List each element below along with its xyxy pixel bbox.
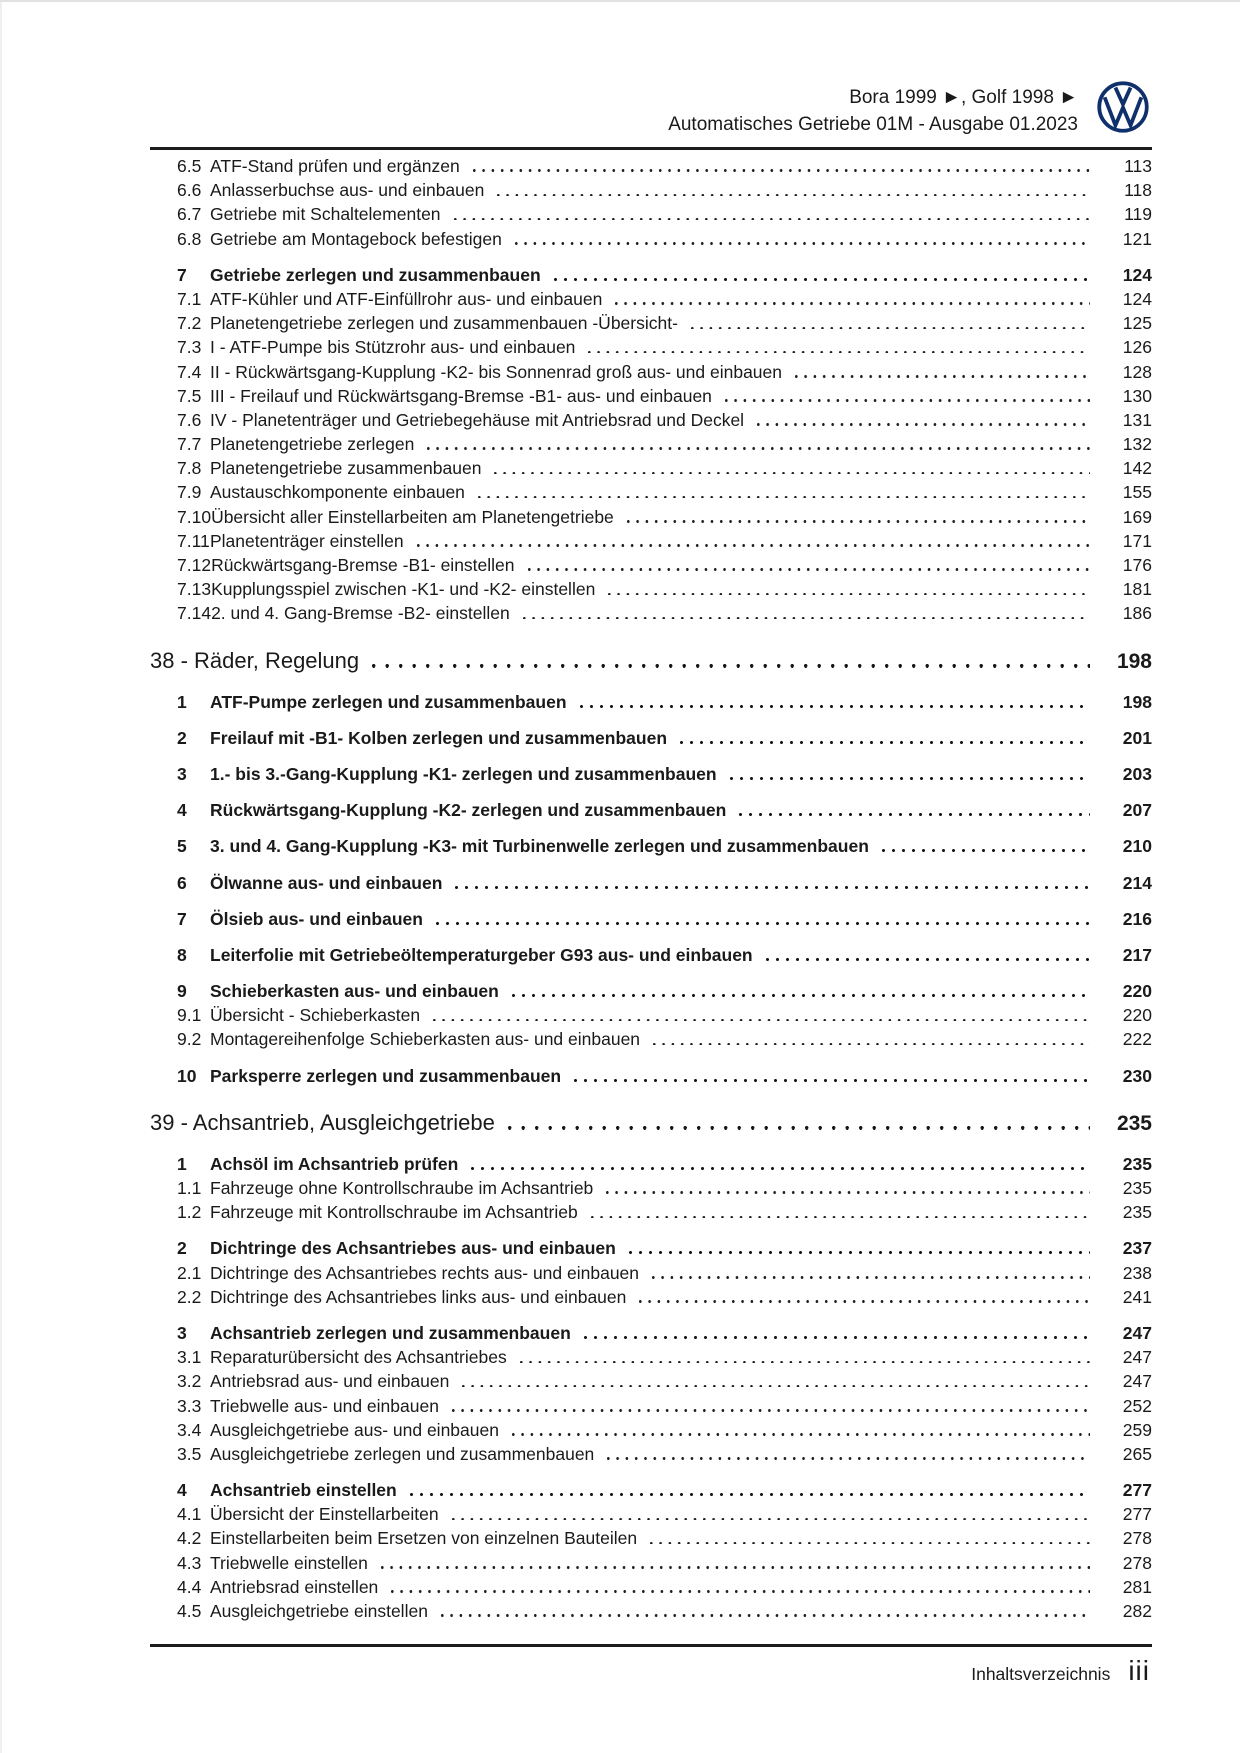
toc-entry-row <box>150 1347 1152 1371</box>
toc-page-number: 217 <box>1122 944 1152 965</box>
toc-page-number: 198 <box>1122 691 1152 712</box>
dot-leader <box>639 1300 1090 1303</box>
dot-leader <box>882 849 1090 852</box>
dot-leader <box>725 399 1090 402</box>
toc-entry-row <box>150 1396 1152 1420</box>
toc-page-number: 118 <box>1124 180 1152 201</box>
dot-leader <box>650 1542 1090 1545</box>
toc-entry-number: 9.1 <box>177 1005 202 1026</box>
toc-entry-row <box>150 1371 1152 1395</box>
toc-entry-number: 7 <box>177 264 187 285</box>
toc-page-number: 203 <box>1122 763 1152 784</box>
dot-leader <box>391 1590 1090 1593</box>
footer-section-label: Inhaltsverzeichnis <box>971 1664 1111 1684</box>
dot-leader <box>497 194 1090 197</box>
toc-entry-title: Übersicht - Schieberkasten <box>210 1005 421 1026</box>
toc-entry-row <box>150 1528 1152 1552</box>
dot-leader <box>766 958 1090 961</box>
toc-entry-number: 7.13 <box>177 579 212 600</box>
footer-divider <box>150 1644 1152 1647</box>
dot-leader <box>580 705 1090 708</box>
dot-leader <box>372 664 1090 667</box>
toc-page-number: 222 <box>1122 1029 1152 1050</box>
toc-entry-number: 7.2 <box>177 313 202 334</box>
toc-entry-number: 7.3 <box>177 337 202 358</box>
dot-leader <box>591 1216 1090 1219</box>
toc-entry-row <box>150 458 1152 482</box>
header-title-line: Automatisches Getriebe 01M - Ausgabe 01.2023 <box>668 114 1078 135</box>
toc-entry-row <box>150 981 1152 1005</box>
toc-page-number: 277 <box>1122 1480 1152 1501</box>
toc-entry-title: Ausgleichgetriebe einstellen <box>210 1601 428 1621</box>
toc-page-number: 130 <box>1122 385 1152 406</box>
toc-entry-row <box>150 180 1152 204</box>
toc-entry-number: 4 <box>177 800 187 821</box>
toc-page-number: 216 <box>1122 908 1152 929</box>
dot-leader <box>478 496 1090 499</box>
toc-entry-number: 4.2 <box>177 1528 202 1549</box>
toc-page-number: 247 <box>1122 1322 1152 1343</box>
toc-entry-number: 7.9 <box>177 482 202 503</box>
dot-leader <box>574 1079 1090 1082</box>
toc-entry-number: 2 <box>177 1238 187 1259</box>
toc-page-number: 237 <box>1122 1238 1152 1259</box>
toc-page-number: 220 <box>1122 981 1152 1002</box>
toc-page-number: 235 <box>1122 1178 1152 1198</box>
toc-page-number: 252 <box>1122 1395 1152 1416</box>
toc-entry-title: IV - Planetenträger und Getriebegehäuse mit Antriebsrad und Deckel <box>210 409 745 430</box>
toc-entry-title: 3. und 4. Gang-Kupplung -K3- mit Turbinenwelle zerlegen und zusammenbauen <box>210 836 869 857</box>
toc-entry-title: Triebwelle aus- und einbauen <box>210 1395 439 1416</box>
toc-entry-number: 7.10 <box>177 506 212 527</box>
toc-chapter-row <box>150 648 1152 680</box>
dot-leader <box>515 242 1090 245</box>
toc-entry-title: Planetengetriebe zusammenbauen <box>210 458 482 479</box>
toc-entry-row <box>150 1444 1152 1468</box>
toc-entry-number: 1.2 <box>177 1202 202 1223</box>
toc-chapter-label: 39 - Achsantrieb, Ausgleichgetriebe <box>150 1109 495 1135</box>
toc-entry-row <box>150 1154 1152 1178</box>
header-divider <box>150 147 1152 150</box>
toc-entry-row <box>150 1323 1152 1347</box>
toc-entry-row <box>150 909 1152 933</box>
toc-entry-title: Fahrzeuge mit Kontrollschraube im Achsantrieb <box>210 1202 578 1223</box>
toc-entry-number: 7.14 <box>177 603 212 624</box>
toc-entry-number: 7.11 <box>177 530 210 551</box>
toc-entry-number: 6 <box>177 872 187 893</box>
toc-page-number: 278 <box>1122 1552 1152 1573</box>
toc-chapter-label: 38 - Räder, Regelung <box>150 647 360 673</box>
dot-leader <box>417 544 1090 547</box>
toc-entry-title: Rückwärtsgang-Kupplung -K2- zerlegen und zusammenbauen <box>210 800 727 821</box>
dot-leader <box>410 1493 1090 1496</box>
dot-leader <box>512 1433 1090 1436</box>
toc-page-number: 124 <box>1122 264 1152 285</box>
toc-entry-title: Freilauf mit -B1- Kolben zerlegen und zusammenbauen <box>210 727 668 748</box>
dot-leader <box>606 1191 1090 1194</box>
toc-entry-row <box>150 337 1152 361</box>
toc-page-number: 247 <box>1122 1371 1152 1392</box>
dot-leader <box>452 1518 1090 1521</box>
toc-entry-title: Leiterfolie mit Getriebeöltemperaturgeber G93 aus- und einbauen <box>210 944 753 965</box>
vw-logo <box>1096 80 1150 134</box>
toc-entry-number: 6.6 <box>177 180 202 201</box>
dot-leader <box>452 1409 1090 1412</box>
toc-entry-title: Anlasserbuchse aus- und einbauen <box>210 180 485 201</box>
toc-entry-row <box>150 1480 1152 1504</box>
toc-entry-title: ATF-Stand prüfen und ergänzen <box>210 156 460 176</box>
toc-page-number: 132 <box>1122 434 1152 455</box>
toc-entry-title: Dichtringe des Achsantriebes aus- und einbauen <box>210 1238 616 1259</box>
toc-entry-number: 1.1 <box>177 1178 202 1198</box>
toc-entry-row <box>150 156 1152 180</box>
header-model-line: Bora 1999 ►, Golf 1998 ► <box>849 87 1078 108</box>
toc-entry-title: Dichtringe des Achsantriebes rechts aus- und einbauen <box>210 1262 640 1283</box>
toc-entry-number: 9.2 <box>177 1029 202 1050</box>
toc-page-number: 198 <box>1116 649 1152 673</box>
toc-page-number: 125 <box>1122 313 1152 334</box>
toc-page-number: 210 <box>1122 836 1152 857</box>
toc-entry-row <box>150 579 1152 603</box>
dot-leader <box>584 1336 1090 1339</box>
footer-page-number: iii <box>1128 1655 1150 1686</box>
toc-entry-title: Austauschkomponente einbauen <box>210 482 465 503</box>
toc-entry-title: II - Rückwärtsgang-Kupplung -K2- bis Sonnenrad groß aus- und einbauen <box>210 361 783 382</box>
toc-page-number: 220 <box>1122 1005 1152 1026</box>
dot-leader <box>627 520 1090 523</box>
toc-page-number: 259 <box>1122 1419 1152 1440</box>
toc-entry-title: Dichtringe des Achsantriebes links aus- und einbauen <box>210 1286 627 1307</box>
toc-entry-title: Antriebsrad einstellen <box>210 1576 379 1597</box>
toc-page-number: 155 <box>1122 482 1152 503</box>
toc-entry-number: 3 <box>177 1322 187 1343</box>
toc-entry-title: Triebwelle einstellen <box>210 1552 368 1573</box>
toc-entry-row <box>150 1238 1152 1262</box>
toc-entry-number: 3.4 <box>177 1419 202 1440</box>
page-footer <box>971 1655 1150 1687</box>
toc-entry-number: 2 <box>177 727 187 748</box>
toc-entry-title: Schieberkasten aus- und einbauen <box>210 981 499 1002</box>
toc-page-number: 169 <box>1122 506 1152 527</box>
toc-entry-number: 1 <box>177 691 187 712</box>
dot-leader <box>680 741 1090 744</box>
toc-entry-row <box>150 1420 1152 1444</box>
dot-leader <box>494 472 1090 475</box>
toc-page-number: 235 <box>1116 1111 1152 1135</box>
toc-page-number: 176 <box>1122 555 1152 575</box>
toc-entry-number: 10 <box>177 1065 197 1086</box>
toc-entry-number: 3.3 <box>177 1395 202 1416</box>
toc-entry-number: 7.1 <box>177 288 202 309</box>
toc-page-number: 214 <box>1122 872 1152 893</box>
toc-page-number: 282 <box>1122 1601 1152 1621</box>
dot-leader <box>473 169 1090 172</box>
dot-leader <box>454 218 1090 221</box>
toc-entry-row <box>150 800 1152 824</box>
toc-page-number: 186 <box>1122 603 1152 624</box>
toc-entry-title: Planetengetriebe zerlegen <box>210 434 415 455</box>
page-header <box>668 84 1078 138</box>
toc-page-number: 247 <box>1122 1347 1152 1368</box>
toc-entry-row <box>150 945 1152 969</box>
toc-page-number: 241 <box>1122 1286 1152 1307</box>
toc-entry-title: Übersicht der Einstellarbeiten <box>210 1504 439 1525</box>
dot-leader <box>730 777 1090 780</box>
dot-leader <box>607 1457 1090 1460</box>
toc-entry-row <box>150 836 1152 860</box>
toc-page-number: 265 <box>1122 1443 1152 1464</box>
dot-leader <box>471 1167 1090 1170</box>
toc-entry-title: Reparaturübersicht des Achsantriebes <box>210 1347 507 1368</box>
toc-entry-number: 3.1 <box>177 1347 202 1368</box>
dot-leader <box>436 922 1090 925</box>
toc-entry-row <box>150 1577 1152 1601</box>
dot-leader <box>795 375 1090 378</box>
toc-entry-title: 1.- bis 3.-Gang-Kupplung -K1- zerlegen und zusammenbauen <box>210 763 717 784</box>
dot-leader <box>653 1043 1090 1046</box>
dot-leader <box>520 1361 1090 1364</box>
toc-entry-title: Getriebe am Montagebock befestigen <box>210 228 502 249</box>
toc-entry-title: Kupplungsspiel zwischen -K1- und -K2- einstellen <box>211 579 596 600</box>
dot-leader <box>427 447 1090 450</box>
toc-entry-title: Ausgleichgetriebe zerlegen und zusammenbauen <box>210 1443 595 1464</box>
dot-leader <box>629 1251 1090 1254</box>
toc-page-number: 128 <box>1122 361 1152 382</box>
toc-entry-row <box>150 692 1152 716</box>
toc-entry-row <box>150 204 1152 228</box>
toc-page-number: 230 <box>1122 1065 1152 1086</box>
table-of-contents <box>150 156 1152 1625</box>
toc-entry-number: 5 <box>177 836 187 857</box>
toc-entry-title: III - Freilauf und Rückwärtsgang-Bremse -B1- aus- und einbauen <box>210 385 712 406</box>
toc-entry-row <box>150 386 1152 410</box>
dot-leader <box>691 327 1090 330</box>
dot-leader <box>441 1614 1090 1617</box>
toc-entry-number: 1 <box>177 1153 187 1174</box>
dot-leader <box>608 593 1090 596</box>
toc-entry-row <box>150 1178 1152 1202</box>
toc-entry-title: Getriebe zerlegen und zusammenbauen <box>210 264 541 285</box>
toc-entry-number: 7 <box>177 908 187 929</box>
toc-page-number: 278 <box>1122 1528 1152 1549</box>
toc-entry-title: Einstellarbeiten beim Ersetzen von einzelnen Bauteilen <box>210 1528 638 1549</box>
toc-entry-number: 6.5 <box>177 156 202 176</box>
toc-entry-row <box>150 1504 1152 1528</box>
toc-entry-title: Fahrzeuge ohne Kontrollschraube im Achsantrieb <box>210 1178 594 1198</box>
toc-entry-number: 7.12 <box>177 555 212 575</box>
toc-entry-title: ATF-Pumpe zerlegen und zusammenbauen <box>210 691 567 712</box>
toc-entry-title: Übersicht aller Einstellarbeiten am Planetengetriebe <box>211 506 614 527</box>
toc-entry-number: 7.5 <box>177 385 202 406</box>
dot-leader <box>462 1385 1090 1388</box>
toc-entry-number: 4 <box>177 1480 187 1501</box>
dot-leader <box>508 1126 1090 1129</box>
toc-entry-row <box>150 531 1152 555</box>
toc-page-number: 201 <box>1122 727 1152 748</box>
toc-page-number: 235 <box>1122 1202 1152 1223</box>
toc-entry-row <box>150 482 1152 506</box>
toc-entry-row <box>150 265 1152 289</box>
toc-entry-row <box>150 555 1152 579</box>
toc-entry-row <box>150 1553 1152 1577</box>
toc-entry-row <box>150 507 1152 531</box>
toc-page-number: 238 <box>1122 1262 1152 1283</box>
toc-entry-row <box>150 1005 1152 1029</box>
toc-entry-title: ATF-Kühler und ATF-Einfüllrohr aus- und einbauen <box>210 288 603 309</box>
toc-entry-title: Antriebsrad aus- und einbauen <box>210 1371 450 1392</box>
toc-entry-row <box>150 1601 1152 1625</box>
dot-leader <box>528 568 1090 571</box>
toc-entry-number: 3.5 <box>177 1443 202 1464</box>
dot-leader <box>381 1566 1090 1569</box>
toc-entry-row <box>150 229 1152 253</box>
toc-page-number: 235 <box>1122 1153 1152 1174</box>
toc-entry-number: 7.6 <box>177 409 202 430</box>
toc-entry-row <box>150 1029 1152 1053</box>
toc-entry-number: 4.3 <box>177 1552 202 1573</box>
toc-page-number: 124 <box>1122 288 1152 309</box>
dot-leader <box>652 1276 1090 1279</box>
dot-leader <box>455 886 1090 889</box>
toc-entry-number: 4.4 <box>177 1576 202 1597</box>
toc-entry-row <box>150 728 1152 752</box>
toc-entry-number: 6.8 <box>177 228 202 249</box>
toc-entry-title: Ausgleichgetriebe aus- und einbauen <box>210 1419 499 1440</box>
toc-entry-title: Rückwärtsgang-Bremse -B1- einstellen <box>211 555 515 575</box>
toc-page-number: 142 <box>1122 458 1152 479</box>
dot-leader <box>523 617 1090 620</box>
toc-entry-title: Achsöl im Achsantrieb prüfen <box>210 1153 459 1174</box>
toc-entry-number: 3.2 <box>177 1371 202 1392</box>
toc-entry-title: 2. und 4. Gang-Bremse -B2- einstellen <box>211 603 510 624</box>
toc-entry-number: 7.4 <box>177 361 202 382</box>
toc-entry-number: 7.7 <box>177 434 202 455</box>
toc-entry-number: 6.7 <box>177 204 202 225</box>
toc-entry-number: 4.5 <box>177 1601 202 1621</box>
toc-entry-number: 4.1 <box>177 1504 202 1525</box>
toc-entry-title: Achsantrieb einstellen <box>210 1480 397 1501</box>
dot-leader <box>739 813 1090 816</box>
toc-entry-title: Ölwanne aus- und einbauen <box>210 872 443 893</box>
toc-page-number: 131 <box>1122 409 1152 430</box>
toc-entry-title: I - ATF-Pumpe bis Stützrohr aus- und einbauen <box>210 337 576 358</box>
toc-entry-number: 9 <box>177 981 187 1002</box>
toc-entry-title: Montagereihenfolge Schieberkasten aus- und einbauen <box>210 1029 641 1050</box>
toc-entry-number: 7.8 <box>177 458 202 479</box>
toc-entry-title: Getriebe mit Schaltelementen <box>210 204 441 225</box>
toc-page-number: 207 <box>1122 800 1152 821</box>
toc-entry-title: Ölsieb aus- und einbauen <box>210 908 423 929</box>
toc-page-number: 113 <box>1124 156 1152 176</box>
toc-page-number: 281 <box>1122 1576 1152 1597</box>
toc-entry-row <box>150 289 1152 313</box>
toc-entry-row <box>150 410 1152 434</box>
toc-entry-row <box>150 434 1152 458</box>
toc-entry-row <box>150 313 1152 337</box>
toc-entry-row <box>150 1287 1152 1311</box>
toc-page-number: 171 <box>1122 530 1152 551</box>
toc-entry-row <box>150 873 1152 897</box>
toc-entry-title: Achsantrieb zerlegen und zusammenbauen <box>210 1322 571 1343</box>
toc-page-number: 277 <box>1122 1504 1152 1525</box>
dot-leader <box>615 302 1090 305</box>
dot-leader <box>512 994 1090 997</box>
toc-entry-row <box>150 1263 1152 1287</box>
toc-entry-row <box>150 362 1152 386</box>
dot-leader <box>757 423 1090 426</box>
toc-entry-number: 2.1 <box>177 1262 202 1283</box>
toc-entry-number: 8 <box>177 944 187 965</box>
dot-leader <box>554 278 1090 281</box>
toc-entry-title: Planetenträger einstellen <box>210 530 404 551</box>
toc-page-number: 121 <box>1122 228 1152 249</box>
dot-leader <box>588 351 1090 354</box>
toc-entry-row <box>150 603 1152 627</box>
dot-leader <box>433 1019 1090 1022</box>
toc-page-number: 126 <box>1122 337 1152 358</box>
toc-entry-title: Planetengetriebe zerlegen und zusammenbauen -Übersicht- <box>210 313 678 334</box>
toc-page-number: 119 <box>1124 204 1152 225</box>
toc-entry-row <box>150 1202 1152 1226</box>
toc-entry-number: 3 <box>177 763 187 784</box>
toc-entry-number: 2.2 <box>177 1286 202 1307</box>
toc-entry-row <box>150 764 1152 788</box>
toc-chapter-row <box>150 1110 1152 1142</box>
toc-entry-title: Parksperre zerlegen und zusammenbauen <box>210 1065 562 1086</box>
toc-page-number: 181 <box>1122 579 1152 600</box>
toc-entry-row <box>150 1066 1152 1090</box>
